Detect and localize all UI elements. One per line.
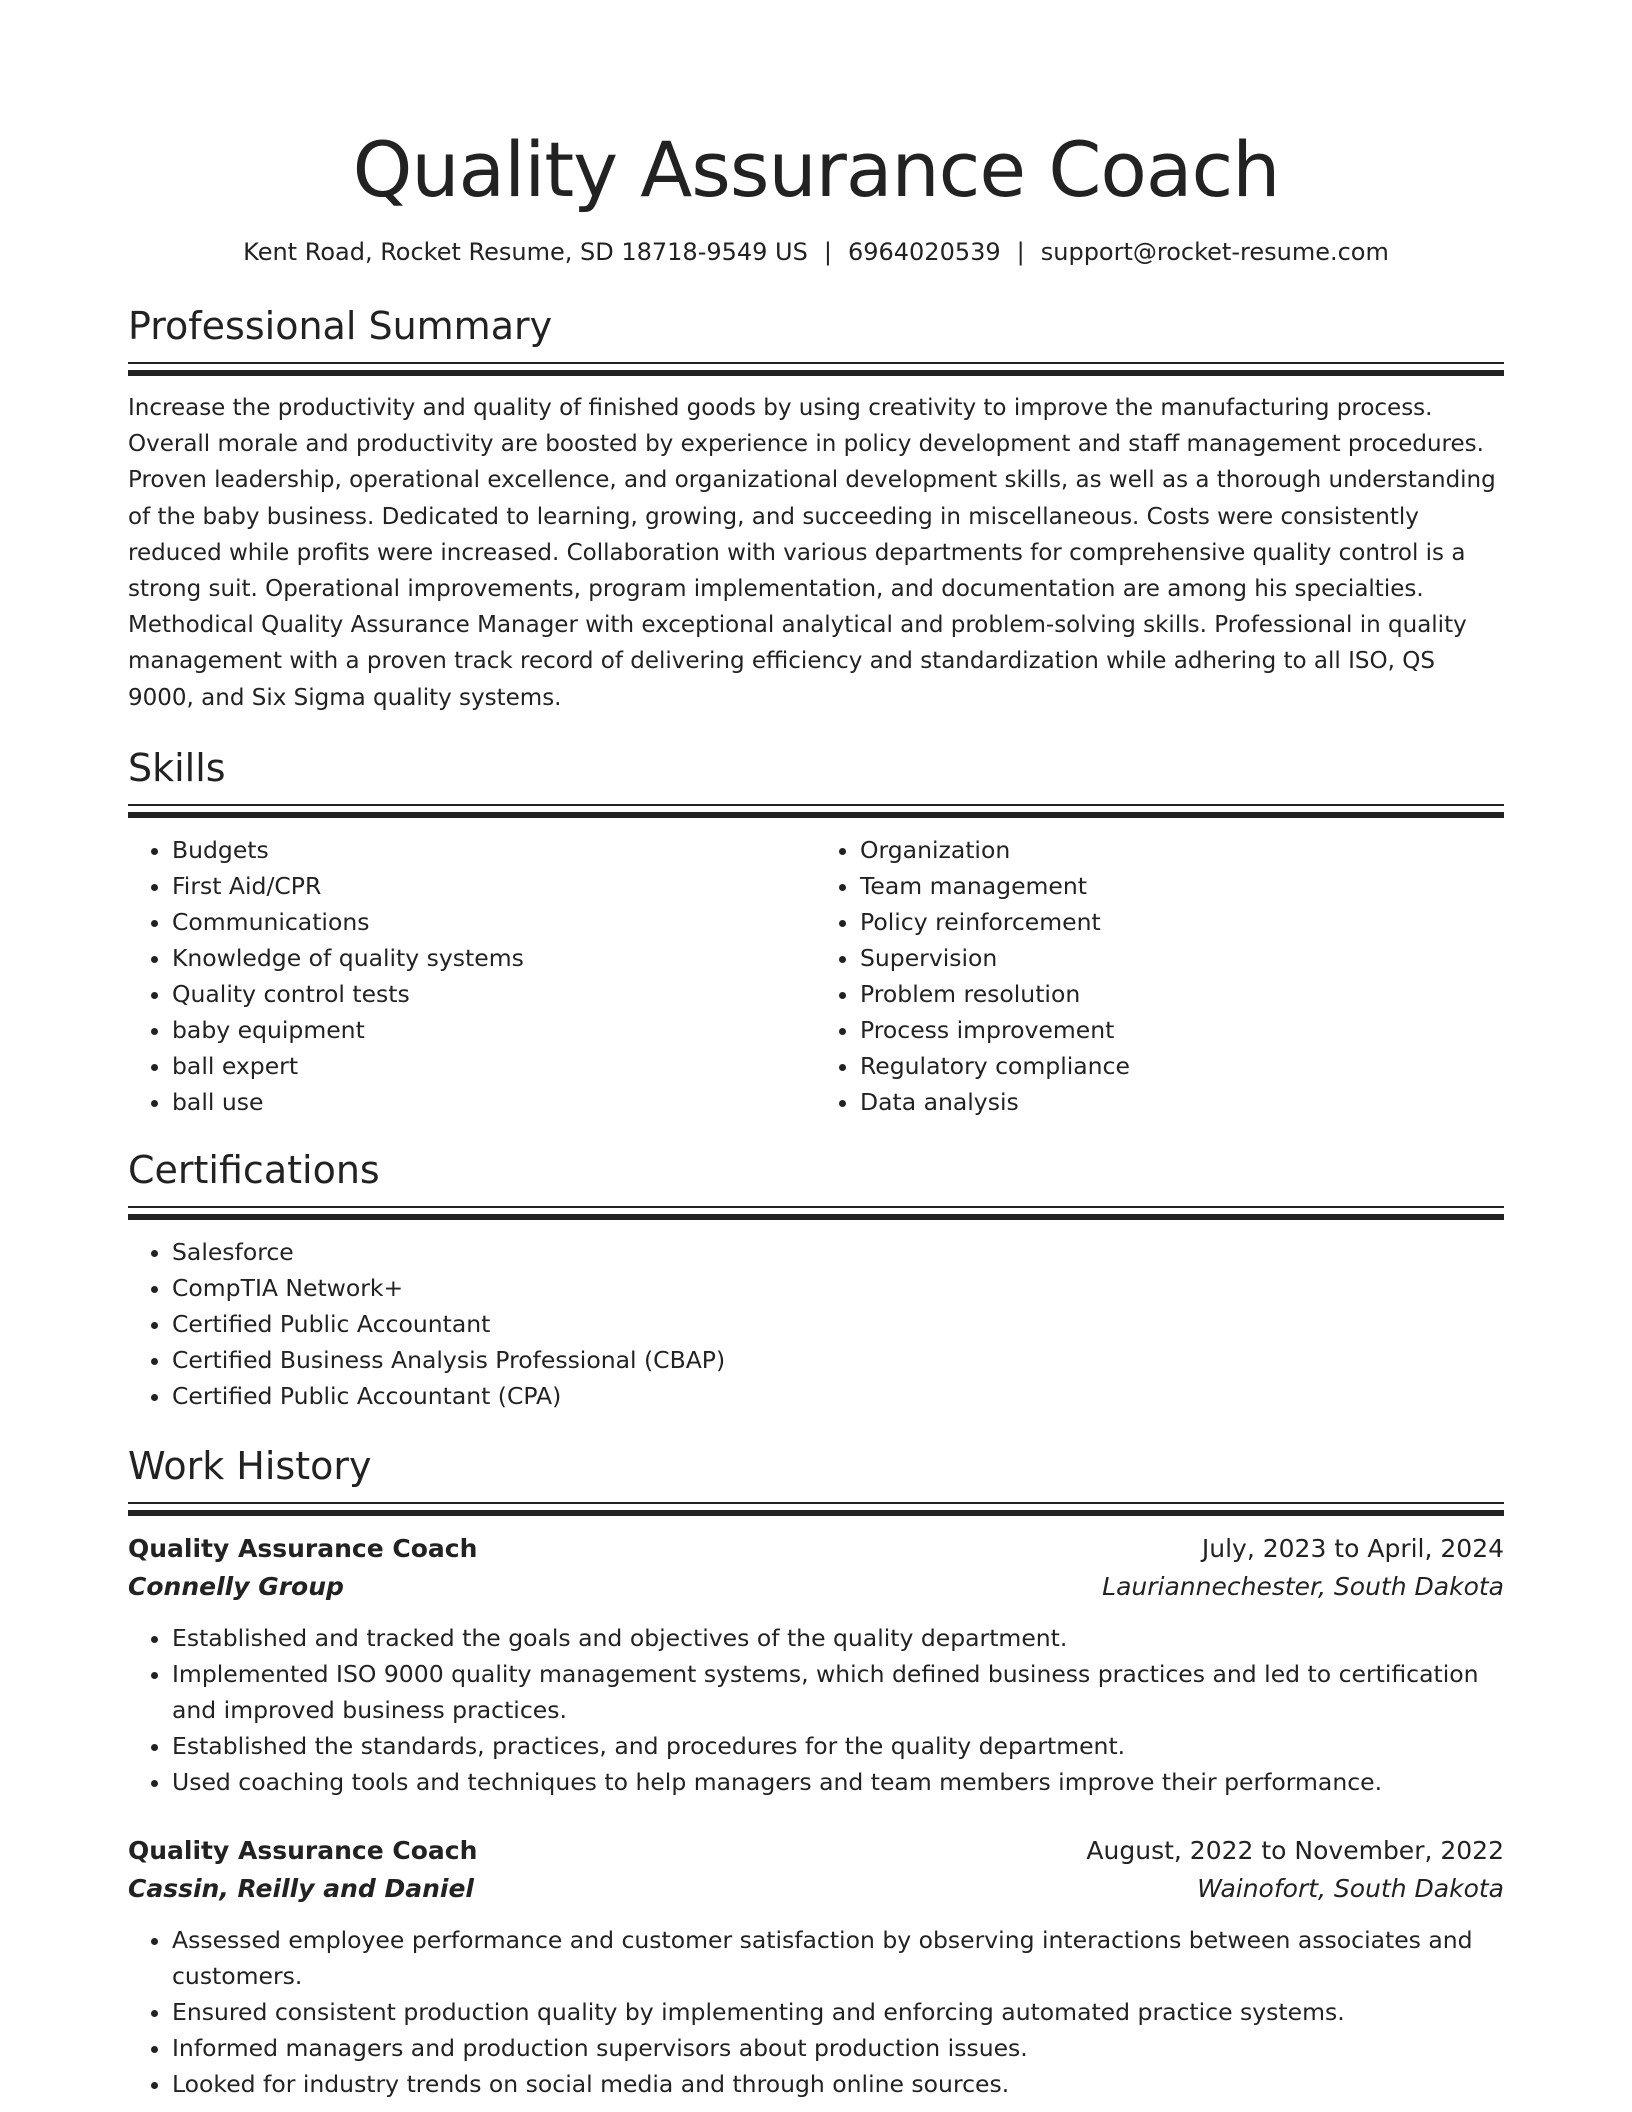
section-title-certifications: Certifications: [128, 1147, 380, 1192]
job-entry: [128, 1832, 1504, 2102]
job-bullet: • Established the standards, practices, and procedures for the quality department.: [172, 1728, 1504, 1764]
contact-separator: |: [823, 238, 832, 266]
job-bullet: • Informed managers and production supervisors about production issues.: [172, 2030, 1504, 2066]
skill-item: • Process improvement: [860, 1012, 1504, 1048]
job-title: Quality Assurance Coach: [128, 1533, 478, 1563]
skill-item: • Data analysis: [860, 1084, 1504, 1120]
job-bullets: [128, 1620, 1504, 1800]
resume-name: Quality Assurance Coach: [352, 125, 1280, 214]
certification-item: • Certified Public Accountant (CPA): [172, 1378, 1504, 1414]
skill-item: • Supervision: [860, 940, 1504, 976]
skills-section: [128, 744, 1504, 1120]
job-company: Connelly Group: [128, 1571, 344, 1601]
section-title-skills: Skills: [128, 745, 226, 790]
contact-email: support@rocket-resume.com: [1040, 238, 1389, 266]
skills-columns: [128, 832, 1504, 1120]
skill-item: • baby equipment: [172, 1012, 816, 1048]
job-bullet: • Used coaching tools and techniques to help managers and team members improve their performance.: [172, 1764, 1504, 1800]
job-dates: August, 2022 to November, 2022: [1086, 1835, 1504, 1865]
section-divider: [128, 362, 1504, 376]
section-title-work-history: Work History: [128, 1443, 372, 1488]
skill-item: • ball use: [172, 1084, 816, 1120]
skill-item: • Quality control tests: [172, 976, 816, 1012]
skill-item: • Regulatory compliance: [860, 1048, 1504, 1084]
certification-item: • CompTIA Network+: [172, 1270, 1504, 1306]
certifications-list: [128, 1234, 1504, 1414]
work-history-section: [128, 1442, 1504, 2102]
job-bullet: • Established and tracked the goals and objectives of the quality department.: [172, 1620, 1504, 1656]
skill-item: • ball expert: [172, 1048, 816, 1084]
section-divider: [128, 1206, 1504, 1220]
job-bullet: • Looked for industry trends on social media and through online sources.: [172, 2066, 1504, 2102]
certification-item: • Certified Business Analysis Professional (CBAP): [172, 1342, 1504, 1378]
job-bullet: • Implemented ISO 9000 quality management systems, which defined business practices and led to certification and improved business practices.: [172, 1656, 1504, 1728]
job-location: Lauriannechester, South Dakota: [1102, 1571, 1504, 1601]
job-subheader: [128, 1870, 1504, 1908]
summary-text: Increase the productivity and quality of finished goods by using creativity to improve the manufacturing process. Overall morale and productivity are boosted by experience in policy development and staff management procedures. Proven leadership, operational excellence, and organizational development skills, as well as a thorough understanding of the baby business. Dedicated to learning, growing, and succeeding in miscellaneous. Costs were consistently reduced while profits were increased. Collaboration with various departments for comprehensive quality control is a strong suit. Operational improvements, program implementation, and documentation are among his specialties. Methodical Quality Assurance Manager with exceptional analytical and problem-solving skills. Professional in quality management with a proven track record of delivering efficiency and standardization while adhering to all ISO, QS 9000, and Six Sigma quality systems.: [128, 395, 1496, 711]
job-bullet: • Assessed employee performance and customer satisfaction by observing interactions between associates and customers.: [172, 1922, 1504, 1994]
job-dates: July, 2023 to April, 2024: [1201, 1533, 1504, 1563]
job-location: Wainofort, South Dakota: [1197, 1873, 1504, 1903]
job-company: Cassin, Reilly and Daniel: [128, 1873, 474, 1903]
certification-item: • Certified Public Accountant: [172, 1306, 1504, 1342]
skill-item: • First Aid/CPR: [172, 868, 816, 904]
certification-item: • Salesforce: [172, 1234, 1504, 1270]
contact-line: [128, 236, 1504, 268]
skill-item: • Budgets: [172, 832, 816, 868]
certifications-section: [128, 1146, 1504, 1414]
contact-address: Kent Road, Rocket Resume, SD 18718-9549 US: [243, 238, 808, 266]
skills-list-left: [128, 832, 816, 1120]
skills-list-right: [816, 832, 1504, 1120]
job-title: Quality Assurance Coach: [128, 1835, 478, 1865]
contact-phone: 6964020539: [847, 238, 1001, 266]
skill-item: • Problem resolution: [860, 976, 1504, 1012]
job-header: [128, 1832, 1504, 1870]
skill-item: • Organization: [860, 832, 1504, 868]
job-bullets: [128, 1922, 1504, 2102]
skill-item: • Team management: [860, 868, 1504, 904]
section-title-summary: Professional Summary: [128, 304, 553, 348]
section-divider: [128, 1502, 1504, 1516]
contact-separator: |: [1016, 238, 1025, 266]
job-entry: [128, 1530, 1504, 1800]
job-bullet: • Ensured consistent production quality by implementing and enforcing automated practice systems.: [172, 1994, 1504, 2030]
skill-item: • Communications: [172, 904, 816, 940]
job-subheader: [128, 1568, 1504, 1606]
skill-item: • Knowledge of quality systems: [172, 940, 816, 976]
summary-section: [128, 302, 1504, 716]
skill-item: • Policy reinforcement: [860, 904, 1504, 940]
job-header: [128, 1530, 1504, 1568]
section-divider: [128, 804, 1504, 818]
